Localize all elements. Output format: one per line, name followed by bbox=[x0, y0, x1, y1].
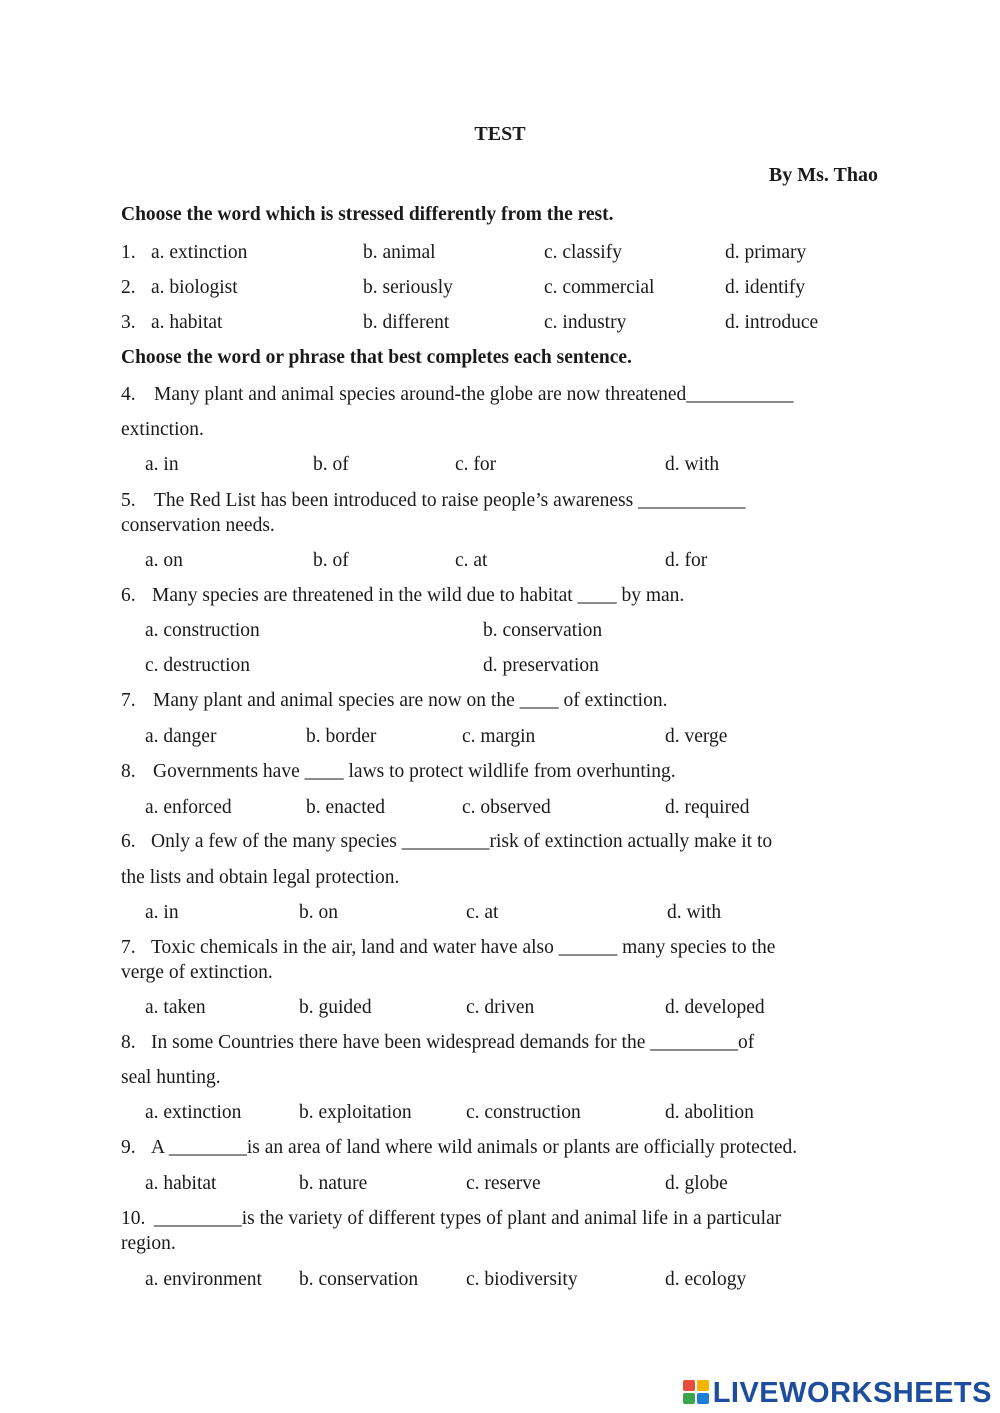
option-d[interactable]: d. verge bbox=[665, 726, 728, 747]
option-a[interactable]: a. in bbox=[145, 902, 179, 923]
question-number: 5. bbox=[121, 490, 136, 511]
option-a[interactable]: a. danger bbox=[145, 726, 217, 747]
option-d[interactable]: d. preservation bbox=[483, 655, 599, 676]
option-c[interactable]: c. at bbox=[466, 902, 499, 923]
option-b[interactable]: b. exploitation bbox=[299, 1102, 412, 1123]
option-b[interactable]: b. guided bbox=[299, 997, 372, 1018]
option-a[interactable]: a. habitat bbox=[145, 1173, 217, 1194]
option-b[interactable]: b. of bbox=[313, 550, 349, 571]
question-text: Many plant and animal species are now on the ____ of extinction. bbox=[153, 690, 668, 711]
question-text-cont: verge of extinction. bbox=[121, 962, 273, 983]
option-d[interactable]: d. globe bbox=[665, 1173, 728, 1194]
question-text-cont: extinction. bbox=[121, 419, 204, 440]
question-text: Governments have ____ laws to protect wildlife from overhunting. bbox=[153, 761, 676, 782]
option-b[interactable]: b. border bbox=[306, 726, 377, 747]
question-number: 4. bbox=[121, 384, 136, 405]
question-text: Toxic chemicals in the air, land and water have also ______ many species to the bbox=[151, 937, 776, 958]
question-number: 8. bbox=[121, 761, 136, 782]
section-heading-stress: Choose the word which is stressed differently from the rest. bbox=[121, 204, 614, 225]
liveworksheets-logo-icon bbox=[683, 1380, 711, 1406]
option-c[interactable]: c. observed bbox=[462, 797, 551, 818]
option-d[interactable]: d. for bbox=[665, 550, 708, 571]
option-b[interactable]: b. nature bbox=[299, 1173, 368, 1194]
option-d[interactable]: d. introduce bbox=[725, 312, 819, 333]
option-b[interactable]: b. conservation bbox=[299, 1269, 419, 1290]
question-number: 9. bbox=[121, 1137, 136, 1158]
question-text: In some Countries there have been widespread demands for the _________of bbox=[151, 1032, 755, 1053]
option-b[interactable]: b. seriously bbox=[363, 277, 453, 298]
option-c[interactable]: c. destruction bbox=[145, 655, 251, 676]
option-a[interactable]: a. extinction bbox=[151, 242, 248, 263]
option-a[interactable]: a. extinction bbox=[145, 1102, 242, 1123]
option-b[interactable]: b. conservation bbox=[483, 620, 603, 641]
question-number: 7. bbox=[121, 937, 136, 958]
option-d[interactable]: d. abolition bbox=[665, 1102, 754, 1123]
question-text: A ________is an area of land where wild animals or plants are officially protected. bbox=[151, 1137, 798, 1158]
liveworksheets-logo[interactable] bbox=[683, 1378, 992, 1408]
option-d[interactable]: d. ecology bbox=[665, 1269, 747, 1290]
question-text-cont: conservation needs. bbox=[121, 515, 275, 536]
option-a[interactable]: a. taken bbox=[145, 997, 206, 1018]
option-c[interactable]: c. biodiversity bbox=[466, 1269, 578, 1290]
option-c[interactable]: c. at bbox=[455, 550, 488, 571]
option-d[interactable]: d. with bbox=[667, 902, 722, 923]
option-a[interactable]: a. enforced bbox=[145, 797, 232, 818]
question-number: 6. bbox=[121, 585, 136, 606]
question-text: The Red List has been introduced to raise people’s awareness ___________ bbox=[154, 490, 746, 511]
option-c[interactable]: c. construction bbox=[466, 1102, 581, 1123]
option-d[interactable]: d. with bbox=[665, 454, 720, 475]
option-b[interactable]: b. enacted bbox=[306, 797, 386, 818]
question-text: _________is the variety of different types of plant and animal life in a particular bbox=[154, 1208, 782, 1229]
option-a[interactable]: a. construction bbox=[145, 620, 260, 641]
option-d[interactable]: d. required bbox=[665, 797, 750, 818]
option-c[interactable]: c. classify bbox=[544, 242, 622, 263]
question-number: 1. bbox=[121, 242, 136, 263]
question-number: 7. bbox=[121, 690, 136, 711]
option-a[interactable]: a. in bbox=[145, 454, 179, 475]
option-a[interactable]: a. on bbox=[145, 550, 183, 571]
author-label: By Ms. Thao bbox=[768, 164, 878, 186]
question-number: 10. bbox=[121, 1208, 146, 1229]
question-number: 8. bbox=[121, 1032, 136, 1053]
option-b[interactable]: b. animal bbox=[363, 242, 436, 263]
question-number: 3. bbox=[121, 312, 136, 333]
question-number: 2. bbox=[121, 277, 136, 298]
option-c[interactable]: c. margin bbox=[462, 726, 536, 747]
question-text: Only a few of the many species _________risk of extinction actually make it to bbox=[151, 831, 773, 852]
option-a[interactable]: a. biologist bbox=[151, 277, 238, 298]
option-a[interactable]: a. habitat bbox=[151, 312, 223, 333]
question-text: Many species are threatened in the wild due to habitat ____ by man. bbox=[152, 585, 685, 606]
option-b[interactable]: b. different bbox=[363, 312, 450, 333]
question-text-cont: the lists and obtain legal protection. bbox=[121, 867, 400, 888]
option-d[interactable]: d. identify bbox=[725, 277, 806, 298]
option-c[interactable]: c. industry bbox=[544, 312, 627, 333]
option-c[interactable]: c. reserve bbox=[466, 1173, 541, 1194]
option-d[interactable]: d. developed bbox=[665, 997, 765, 1018]
option-c[interactable]: c. for bbox=[455, 454, 497, 475]
question-number: 6. bbox=[121, 831, 136, 852]
question-text: Many plant and animal species around-the globe are now threatened___________ bbox=[154, 384, 794, 405]
logo-text: LIVEWORKSHEETS bbox=[712, 1376, 992, 1409]
question-text-cont: region. bbox=[121, 1233, 176, 1254]
question-text-cont: seal hunting. bbox=[121, 1067, 221, 1088]
option-c[interactable]: c. commercial bbox=[544, 277, 655, 298]
page-title: TEST bbox=[474, 123, 526, 145]
section-heading-complete: Choose the word or phrase that best completes each sentence. bbox=[121, 347, 632, 368]
option-d[interactable]: d. primary bbox=[725, 242, 807, 263]
option-c[interactable]: c. driven bbox=[466, 997, 535, 1018]
option-a[interactable]: a. environment bbox=[145, 1269, 262, 1290]
option-b[interactable]: b. of bbox=[313, 454, 349, 475]
option-b[interactable]: b. on bbox=[299, 902, 338, 923]
